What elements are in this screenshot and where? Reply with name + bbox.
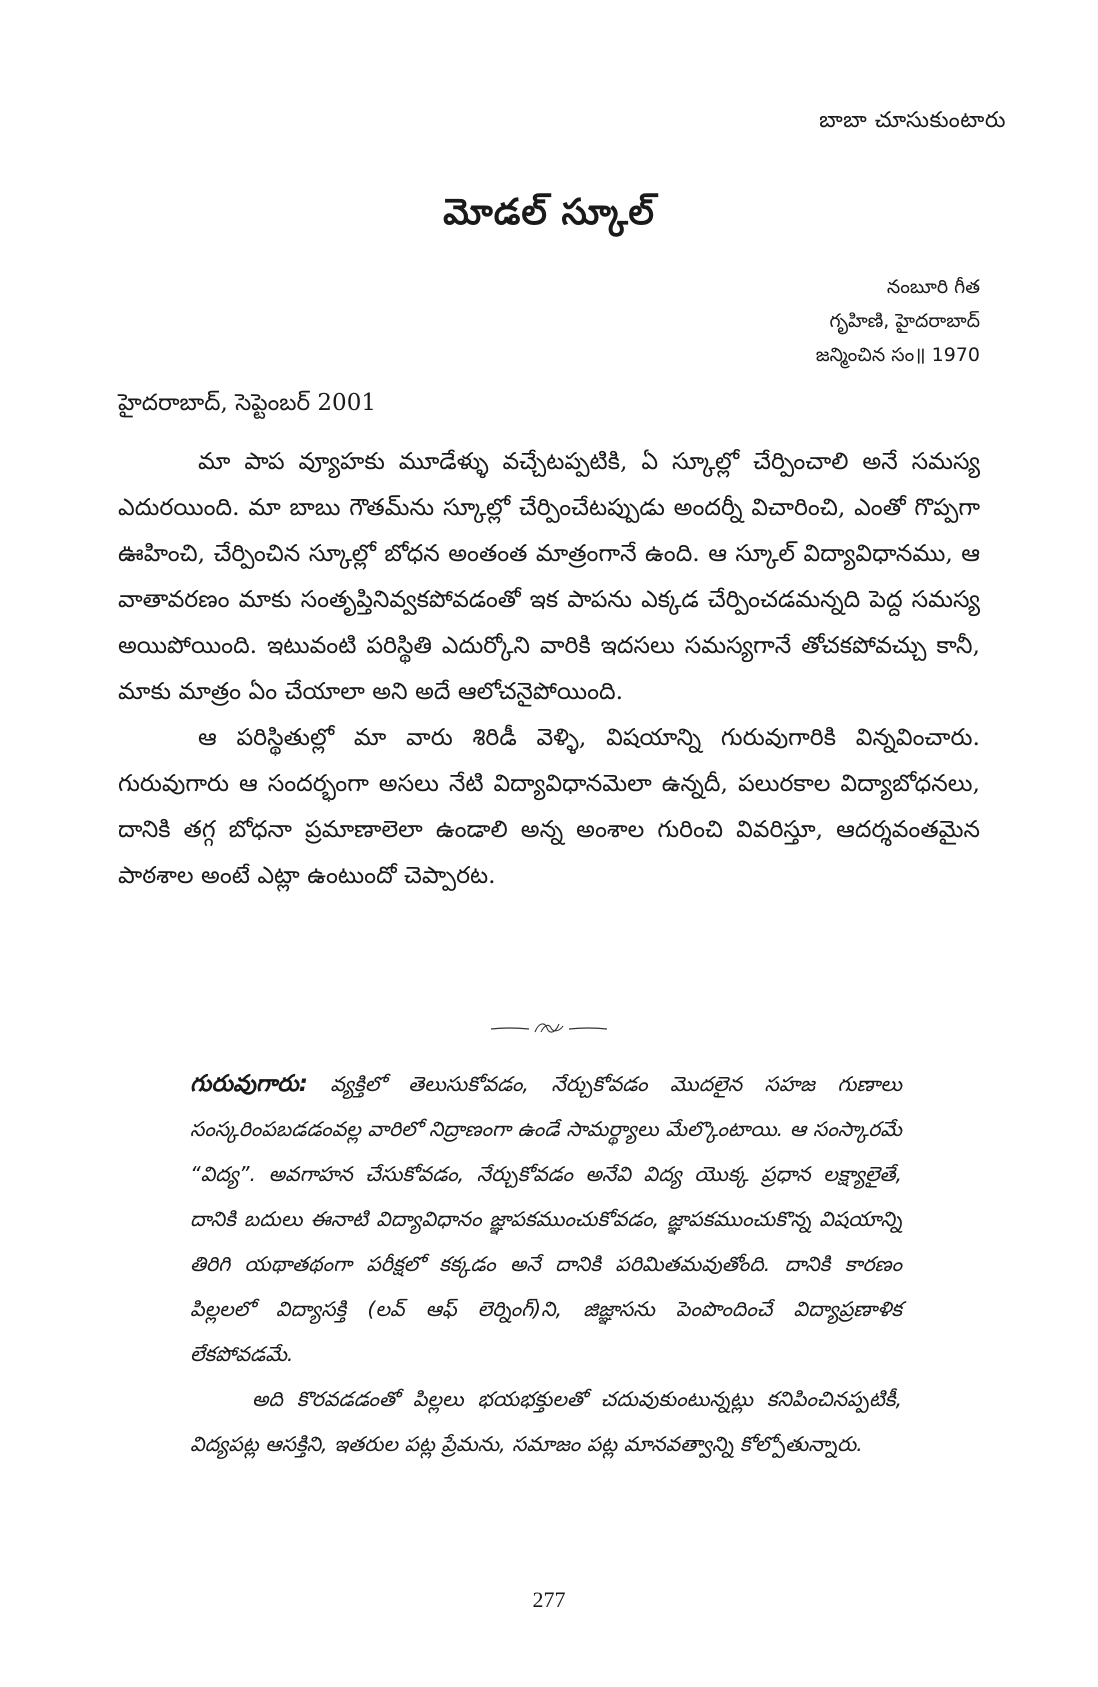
author-birth-year: జన్మించిన సం॥ 1970	[815, 344, 980, 366]
body-text	[118, 438, 980, 898]
dateline: హైదరాబాద్, సెప్టెంబర్ 2001	[118, 390, 376, 416]
author-name: నంబూరి గీత	[886, 276, 980, 298]
running-head: బాబా చూసుకుంటారు	[819, 108, 1006, 133]
dialogue-block	[190, 1062, 902, 1467]
page-number: 277	[532, 1587, 566, 1612]
speaker-label: గురువుగారు:	[190, 1071, 308, 1097]
body-paragraph: ఆ పరిస్థితుల్లో మా వారు శిరిడీ వెళ్ళి, విషయాన్ని గురువుగారికి విన్నవించారు. గురువుగారు ఆ సందర్భంగా అసలు నేటి విద్యావిధానమెలా ఉన్నదీ, పలురకాల విద్యాబోధనలు, దానికి తగ్గ బోధనా ప్రమాణాలెలా ఉండాలి అన్న అంశాల గురించి వివరిస్తూ, ఆదర్శవంతమైన పాఠశాల అంటే ఎట్లా ఉంటుందో చెప్పారట.	[118, 723, 980, 889]
dialogue-paragraph	[190, 1062, 902, 1377]
flourish-icon	[489, 1018, 609, 1038]
dialogue-continuation: అది కొరవడడంతో పిల్లలు భయభక్తులతో చదువుకుంటున్నట్లు కనిపించినప్పటికీ, విద్యపట్ల ఆసక్తిని, ఇతరుల పట్ల ప్రేమను, సమాజం పట్ల మానవత్వాన్ని కోల్పోతున్నారు.	[190, 1387, 902, 1456]
dialogue-text: వ్యక్తిలో తెలుసుకోవడం, నేర్చుకోవడం మొదలైన సహజ గుణాలు సంస్కరింపబడడంవల్ల వారిలో నిద్రాణంగా ఉండే సామర్థ్యాలు మేల్కొంటాయి. ఆ సంస్కారమే “విద్య”. అవగాహన చేసుకోవడం, నేర్చుకోవడం అనేవి విద్య యొక్క ప్రధాన లక్ష్యాలైతే, దానికి బదులు ఈనాటి విద్యావిధానం జ్ఞాపకముంచుకోవడం, జ్ఞాపకముంచుకొన్న విషయాన్ని తిరిగి యథాతథంగా పరీక్షలో కక్కడం అనే దానికి పరిమితమవుతోంది. దానికి కారణం పిల్లలలో విద్యాసక్తి (లవ్ ఆఫ్ లెర్నింగ్)ని, జిజ్ఞాసను పెంపొందించే విద్యాప్రణాళిక లేకపోవడమే.	[190, 1072, 902, 1366]
article-title: మోడల్ స్కూల్	[443, 192, 655, 233]
author-occupation-place: గృహిణి, హైదరాబాద్	[829, 310, 980, 332]
section-divider	[0, 1018, 1098, 1038]
byline	[816, 270, 980, 372]
body-paragraph: మా పాప వ్యూహకు మూడేళ్ళు వచ్చేటప్పటికి, ఏ స్కూల్లో చేర్పించాలి అనే సమస్య ఎదురయింది. మా బాబు గౌతమ్‌ను స్కూల్లో చేర్పించేటప్పుడు అందర్నీ విచారించి, ఎంతో గొప్పగా ఊహించి, చేర్పించిన స్కూల్లో బోధన అంతంత మాత్రంగానే ఉంది. ఆ స్కూల్ విద్యావిధానము, ఆ వాతావరణం మాకు సంతృప్తినివ్వకపోవడంతో ఇక పాపను ఎక్కడ చేర్పించడమన్నది పెద్ద సమస్య అయిపోయింది. ఇటువంటి పరిస్థితి ఎదుర్కోని వారికి ఇదసలు సమస్యగానే తోచకపోవచ్చు కానీ, మాకు మాత్రం ఏం చేయాలా అని అదే ఆలోచనైపోయింది.	[118, 447, 980, 705]
